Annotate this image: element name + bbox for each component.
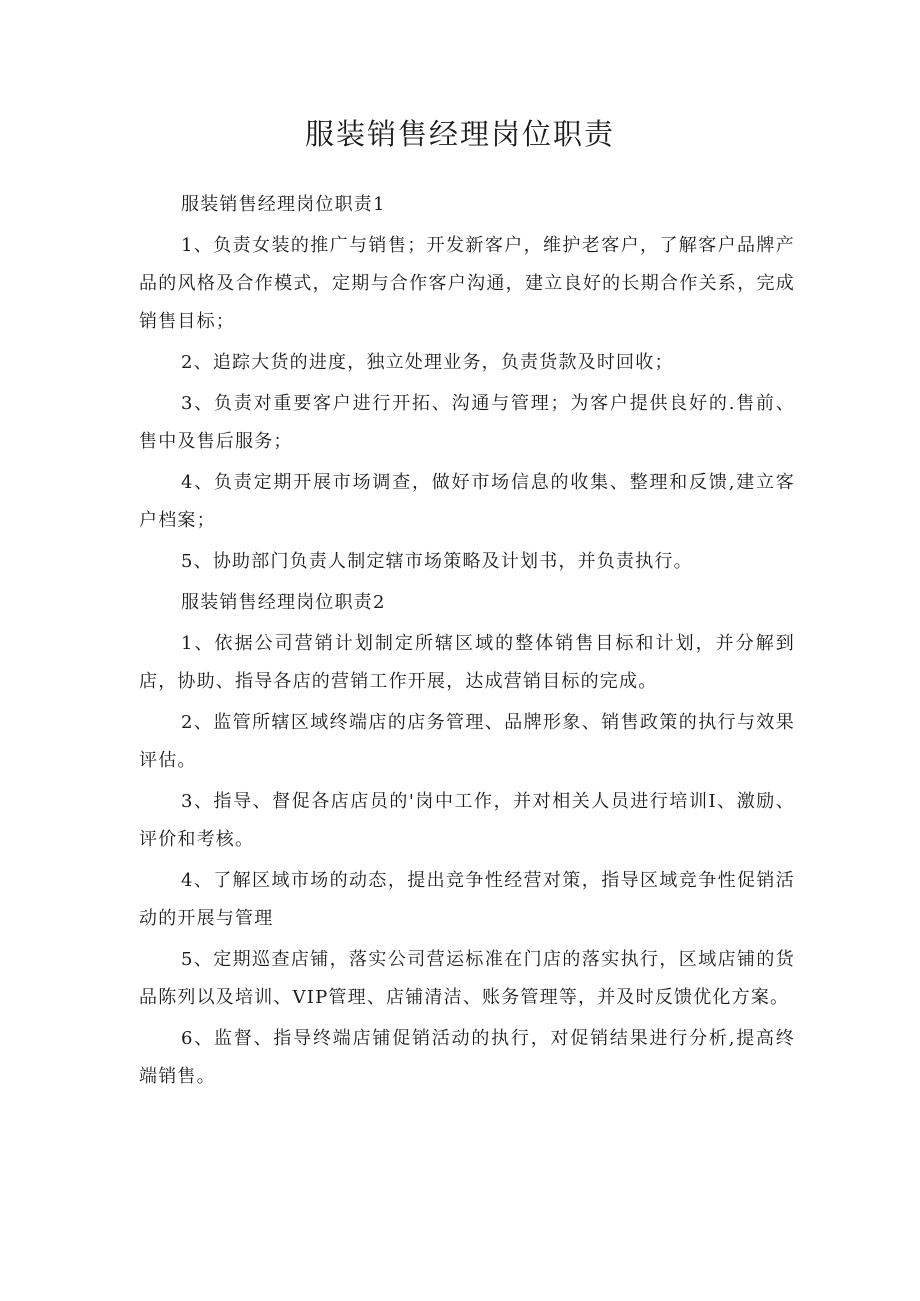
document-body (139, 186, 795, 1099)
section-2-item-2: 2、监管所辖区域终端店的店务管理、品牌形象、销售政策的执行与效果评估。 (139, 712, 795, 771)
section-2-item-6: 6、监督、指导终端店铺促销活动的执行，对促销结果进行分析,提高终端销售。 (139, 1028, 795, 1087)
section-1-item-4: 4、负责定期开展市场调查，做好市场信息的收集、整理和反馈,建立客户档案； (139, 472, 795, 531)
section-2-item-4: 4、了解区域市场的动态，提出竞争性经营对策，指导区域竞争性促销活动的开展与管理 (139, 870, 795, 929)
section-1-item-2: 2、追踪大货的进度，独立处理业务，负责货款及时回收； (181, 352, 674, 373)
section-heading-1: 服装销售经理岗位职责1 (181, 194, 386, 215)
section-1-item-5: 5、协助部门负责人制定辖市场策略及计划书，并负责执行。 (181, 551, 693, 572)
section-1-item-3: 3、负责对重要客户进行开拓、沟通与管理；为客户提供良好的.售前、售中及售后服务； (139, 393, 795, 452)
section-2-item-3: 3、指导、督促各店店员的'岗中工作，并对相关人员进行培训I、激励、评价和考核。 (139, 791, 795, 850)
section-1-item-1: 1、负责女装的推广与销售；开发新客户，维护老客户，了解客户品牌产品的风格及合作模式，定期与合作客户沟通，建立良好的长期合作关系，完成销售目标； (139, 235, 795, 332)
section-2-item-1: 1、依据公司营销计划制定所辖区域的整体销售目标和计划，并分解到店，协助、指导各店的营销工作开展，达成营销目标的完成。 (139, 633, 795, 692)
document-title: 服装销售经理岗位职责 (304, 117, 615, 151)
section-2-item-5: 5、定期巡查店铺，落实公司营运标准在门店的落实执行，区域店铺的货品陈列以及培训、VIP管理、店铺清洁、账务管理等，并及时反馈优化方案。 (139, 949, 795, 1008)
section-heading-2: 服装销售经理岗位职责2 (181, 592, 386, 613)
